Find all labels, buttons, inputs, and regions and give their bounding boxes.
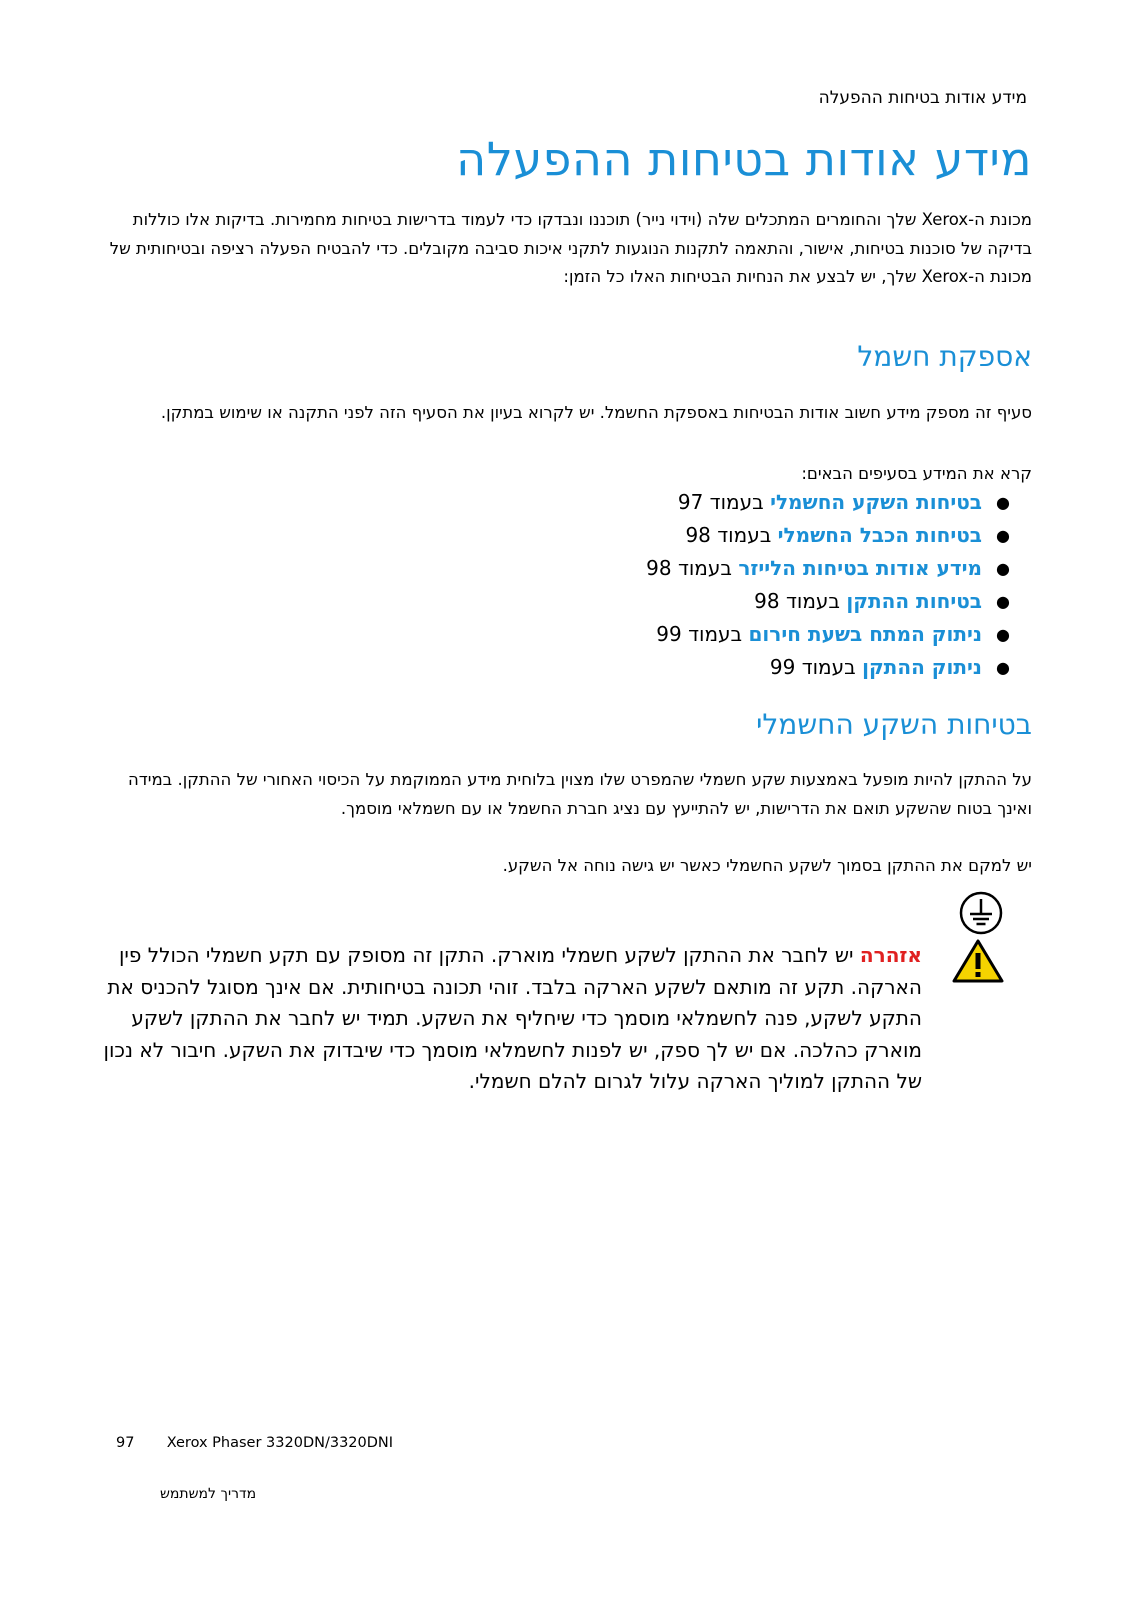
toc-link[interactable]: בטיחות הכבל החשמלי — [777, 523, 982, 547]
list-item — [646, 651, 1032, 684]
toc-link[interactable]: ניתוק המתח בשעת חירום — [748, 622, 982, 646]
list-item — [646, 552, 1032, 585]
intro-paragraph: מכונת ה-Xerox שלך והחומרים המתכלים שלה (וידוי נייר) תוכננו ונבדקו כדי לעמוד בדרישות בטיחות מחמירות. בדיקות אלו כוללות בדיקה של סוכנות בטיחות, אישור, והתאמה לתקנות הנוגעות לתקני איכות סביבה מקובלים. כדי להבטיח הפעלה רציפה ובטיחותית של מכונת ה-Xerox שלך, יש לבצע את הנחיות הבטיחות האלו כל הזמן: — [109, 210, 1032, 286]
warning-block — [100, 940, 922, 1098]
toc-page-prefix: בעמוד — [801, 655, 856, 679]
toc-link[interactable]: מידע אודות בטיחות הלייזר — [738, 556, 982, 580]
toc-page-prefix: בעמוד — [785, 589, 840, 613]
toc-page-number: 98 — [646, 556, 672, 580]
toc-page-number: 99 — [656, 622, 682, 646]
bullet-icon: ● — [996, 493, 1010, 512]
read-note: קרא את המידע בסעיפים הבאים: — [801, 464, 1032, 483]
toc-page-prefix: בעמוד — [717, 523, 772, 547]
toc-page-number: 97 — [677, 490, 704, 514]
toc-page-prefix: בעמוד — [709, 490, 764, 514]
bullet-icon: ● — [996, 625, 1010, 644]
toc-link[interactable]: בטיחות ההתקן — [846, 589, 982, 613]
toc-link[interactable]: בטיחות השקע החשמלי — [770, 490, 982, 514]
footer-guide: מדריך למשתמש — [160, 1486, 257, 1502]
warning-label: אזהרה — [859, 943, 922, 967]
bullet-icon: ● — [996, 526, 1010, 545]
bullet-icon: ● — [996, 592, 1010, 611]
page-title: מידע אודות בטיחות ההפעלה — [456, 132, 1032, 186]
running-header: מידע אודות בטיחות ההפעלה — [818, 88, 1027, 108]
footer-model-name: Xerox Phaser 3320DN/3320DNI — [166, 1435, 394, 1451]
outlet-section-heading: בטיחות השקע החשמלי — [756, 708, 1032, 741]
toc-page-number: 98 — [685, 523, 711, 547]
bullet-icon: ● — [996, 559, 1010, 578]
plug-note: יש למקם את ההתקן בסמוך לשקע החשמלי כאשר יש גישה נוחה אל השקע. — [502, 856, 1032, 875]
power-section-paragraph: סעיף זה מספק מידע חשוב אודות הבטיחות באספקת החשמל. יש לקרוא בעיון את הסעיף הזה לפני התקנה או שימוש במתקן. — [160, 403, 1032, 422]
toc-page-number: 98 — [754, 589, 780, 613]
toc-page-prefix: בעמוד — [688, 622, 743, 646]
toc-page-number: 99 — [769, 655, 796, 679]
footer-model — [116, 1435, 393, 1451]
power-section-heading: אספקת חשמל — [857, 340, 1032, 373]
list-item — [646, 519, 1032, 552]
toc-page-prefix: בעמוד — [677, 556, 732, 580]
toc-link[interactable]: ניתוק ההתקן — [862, 655, 982, 679]
footer-page-number: 97 — [116, 1435, 135, 1451]
list-item — [646, 486, 1032, 519]
warning-text: יש לחבר את ההתקן לשקע חשמלי מוארק. התקן זה מסופק עם תקע חשמלי הכולל פין הארקה. תקע זה מותאם לשקע הארקה בלבד. זוהי תכונה בטיחותית. אם אינך מסוגל להכניס את התקע לשקע, פנה לחשמלאי מוסמך כדי שיחליף את השקע. תמיד יש לחבר את ההתקן לשקע מוארק כהלכה. אם יש לך ספק, יש לפנות לחשמלאי מוסמך כדי שיבדוק את השקע. חיבור לא נכון של ההתקן למוליך הארקה עלול לגרום להלם חשמלי. — [103, 943, 922, 1093]
warning-triangle-icon — [952, 938, 1004, 984]
bullet-icon: ● — [996, 658, 1010, 677]
list-item — [646, 618, 1032, 651]
ground-symbol-icon — [958, 890, 1004, 936]
toc-list — [646, 486, 1032, 684]
list-item — [646, 585, 1032, 618]
outlet-section-paragraph: על ההתקן להיות מופעל באמצעות שקע חשמלי שהמפרט שלו מצוין בלוחית מידע הממוקמת על הכיסוי האחורי של ההתקן. במידה ואינך בטוח שהשקע תואם את הדרישות, יש להתייעץ עם נציג חברת החשמל או עם חשמלאי מוסמך. — [128, 770, 1032, 818]
